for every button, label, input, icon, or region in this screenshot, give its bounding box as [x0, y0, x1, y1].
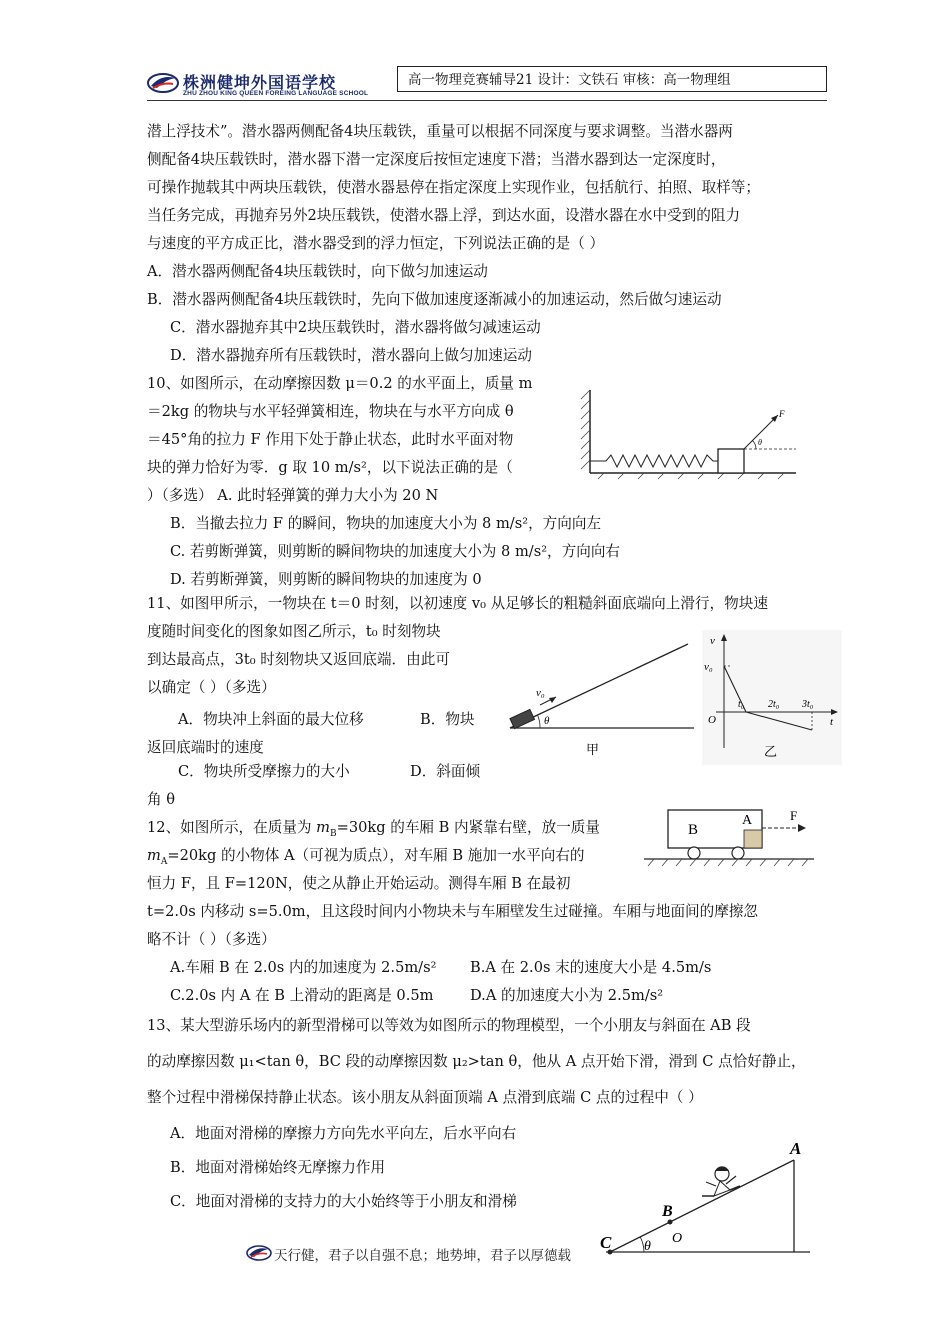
q13-option-c: C．地面对滑梯的支持力的大小始终等于小朋友和滑梯: [170, 1193, 517, 1210]
q9-option-b: B．潜水器两侧配备4块压载铁时，先向下做加速度逐渐减小的加速运动，然后做匀速运动: [147, 291, 722, 308]
q11-option-b: B．物块: [420, 711, 475, 728]
q13-slide-figure: [598, 1138, 813, 1258]
caption-yi: 乙: [764, 744, 778, 759]
q11-option-d: D．斜面倾: [410, 763, 481, 780]
q12-line: 12、如图所示，在质量为 $m_B=30kg$ 的车厢 B 内紧靠右壁，放一质量: [147, 819, 600, 839]
angle-label: θ: [758, 438, 762, 447]
q10-option-c: C. 若剪断弹簧，则剪断的瞬间物块的加速度大小为 8 m/s²，方向向右: [170, 543, 621, 560]
incline-block: [510, 709, 535, 728]
q12-option-b: B.A 在 2.0s 末的速度大小是 4.5m/s: [470, 959, 712, 976]
q9-option-a: A．潜水器两侧配备4块压载铁时，向下做匀加速运动: [147, 263, 488, 280]
3t0-tick: 3t₀: [802, 699, 814, 710]
q9-line: 可操作抛载其中两块压载铁，使潜水器悬停在指定深度上实现作业，包括航行、拍照、取样等；: [147, 179, 760, 196]
theta-label: θ: [544, 715, 550, 727]
q13-option-a: A．地面对滑梯的摩擦力方向先水平向左，后水平向右: [170, 1125, 517, 1142]
q9-option-c: C．潜水器抛弃其中2块压载铁时，潜水器将做匀减速运动: [170, 319, 541, 336]
footer-motto: 天行健，君子以自强不息；地势坤，君子以厚德载: [274, 1248, 571, 1264]
q9-line: 潜上浮技术”。潜水器两侧配备4块压载铁，重量可以根据不同深度与要求调整。当潜水器两: [147, 123, 733, 140]
t0-tick: t₀: [738, 699, 745, 710]
q11-option-a: A．物块冲上斜面的最大位移: [178, 711, 364, 728]
q13-line: 13、某大型游乐场内的新型滑梯可以等效为如图所示的物理模型，一个小朋友与斜面在 AB 段: [147, 1017, 751, 1034]
q12-cart-figure: [640, 804, 818, 874]
q9-option-d: D．潜水器抛弃所有压载铁时，潜水器向上做匀加速运动: [170, 347, 532, 364]
q10-spring-block-figure: [578, 385, 803, 480]
point-a-label: A: [790, 1139, 802, 1158]
q11-line: 11、如图甲所示，一物块在 t＝0 时刻，以初速度 v₀ 从足够长的粗糙斜面底端向上滑行，物块速: [147, 595, 768, 612]
force-label: F: [779, 409, 785, 419]
q10-option-d: D. 若剪断弹簧，则剪断的瞬间物块的加速度为 0: [170, 571, 482, 588]
q10-line: ＝45°角的拉力 F 作用下处于静止状态，此时水平面对物: [147, 431, 514, 448]
point-c-label: C: [600, 1233, 612, 1252]
theta-label: θ: [644, 1239, 651, 1254]
force-f-label: F: [790, 808, 798, 823]
block: [718, 449, 744, 473]
t-axis-label: t: [830, 716, 834, 728]
q13-line: 的动摩擦因数 μ₁<tan θ，BC 段的动摩擦因数 μ₂>tan θ，他从 A 点开始下滑，滑到 C 点恰好静止，: [147, 1053, 806, 1070]
footer-logo-icon: [246, 1243, 272, 1261]
v0-tick-label: v₀: [704, 661, 713, 673]
2t0-tick: 2t₀: [768, 699, 780, 710]
point-b-label: B: [662, 1203, 673, 1220]
school-logo: [147, 70, 179, 94]
q11-option-d-cont: 角 θ: [147, 791, 176, 808]
school-name-en: ZHU ZHOU KING QUEEN FOREING LANGUAGE SCHOOL: [183, 90, 369, 97]
child-icon: [702, 1167, 740, 1197]
block-a-label: A: [742, 813, 753, 828]
q11-incline-figure: [502, 640, 702, 760]
q11-line: 到达最高点，3t₀ 时刻物块又返回底端．由此可: [147, 651, 450, 668]
footer-logo: [246, 1243, 272, 1261]
q12-option-c: C.2.0s 内 A 在 B 上滑动的距离是 0.5m: [170, 987, 434, 1004]
header-divider: [147, 100, 827, 101]
q11-line: 度随时间变化的图象如图乙所示，t₀ 时刻物块: [147, 623, 441, 640]
q12-line: 略不计（ ）（多选）: [147, 931, 276, 948]
q10-option-b: B．当撤去拉力 F 的瞬间，物块的加速度大小为 8 m/s²，方向向左: [170, 515, 602, 532]
q12-line: 恒力 F，且 F=120N，使之从静止开始运动。测得车厢 B 在最初: [147, 875, 571, 892]
v0-label: v₀: [536, 687, 545, 699]
cart-b-label: B: [688, 822, 699, 838]
origin-label: O: [708, 714, 716, 726]
q13-option-b: B．地面对滑梯始终无摩擦力作用: [170, 1159, 386, 1176]
q13-line: 整个过程中滑梯保持静止状态。该小朋友从斜面顶端 A 点滑到底端 C 点的过程中（ ）: [147, 1089, 703, 1106]
q9-line: 与速度的平方成正比，潜水器受到的浮力恒定，下列说法正确的是（ ）: [147, 235, 605, 252]
spring: [590, 455, 718, 467]
q12-line: $m_A=20kg$ 的小物体 A（可视为质点），对车厢 B 施加一水平向右的: [147, 847, 585, 867]
q11-line: 以确定（ ）（多选）: [147, 679, 276, 696]
v-axis-label: v: [710, 635, 715, 647]
q9-line: 侧配备4块压载铁时，潜水器下潜一定深度后按恒定速度下潜；当潜水器到达一定深度时，: [147, 151, 726, 168]
caption-jia: 甲: [586, 742, 600, 757]
header-info: 高一物理竞赛辅导21 设计：文铁石 审核：高一物理组: [397, 66, 827, 92]
school-logo-icon: [147, 70, 179, 94]
q10-line: 块的弹力恰好为零．g 取 10 m/s²，以下说法正确的是（: [147, 459, 513, 476]
q10-line: 10、如图所示，在动摩擦因数 μ＝0.2 的水平面上，质量 m: [147, 375, 533, 392]
o-label: O: [672, 1231, 683, 1246]
q11-option-c: C．物块所受摩擦力的大小: [178, 763, 350, 780]
block-a: [744, 830, 762, 848]
q9-line: 当任务完成，再抛弃另外2块压载铁，使潜水器上浮，到达水面，设潜水器在水中受到的阻力: [147, 207, 741, 224]
q10-line: ＝2kg 的物块与水平轻弹簧相连，物块在与水平方向成 θ: [147, 403, 514, 420]
q12-option-d: D.A 的加速度大小为 2.5m/s²: [470, 987, 664, 1004]
q11-vt-graph-figure: [702, 630, 842, 765]
school-name: 株洲健坤外国语学校: [183, 73, 337, 92]
q10-line: ）（多选） A. 此时轻弹簧的弹力大小为 20 N: [147, 487, 439, 504]
q11-option-b-cont: 返回底端时的速度: [147, 739, 264, 756]
q12-line: t=2.0s 内移动 s=5.0m，且这段时间内小物块未与车厢壁发生过碰撞。车厢与地面间的摩擦忽: [147, 903, 759, 920]
q12-option-a: A.车厢 B 在 2.0s 内的加速度为 2.5m/s²: [170, 959, 437, 976]
